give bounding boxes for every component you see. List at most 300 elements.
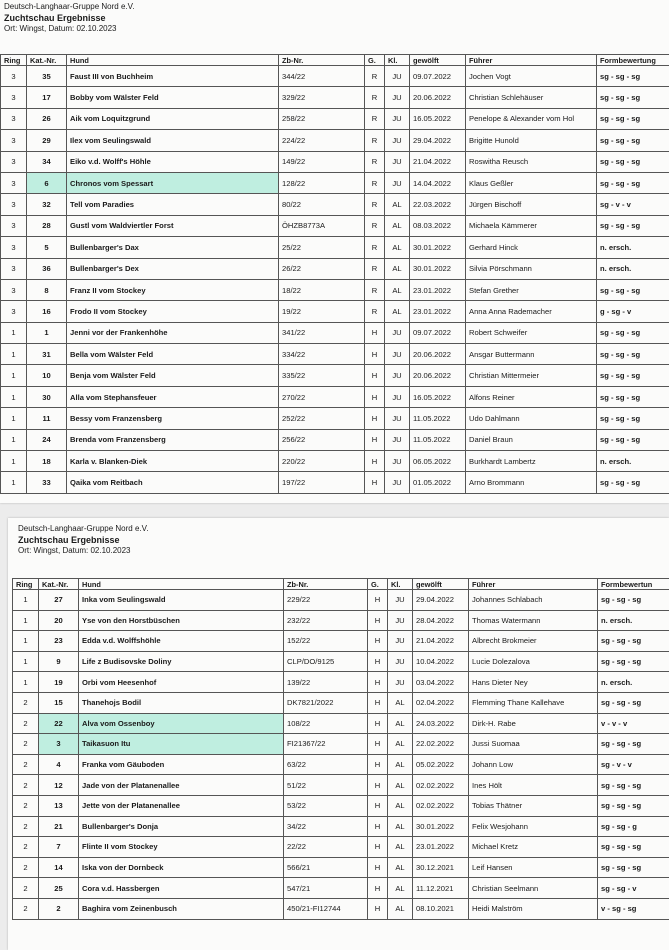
cell-handler: Leif Hansen xyxy=(469,857,598,878)
cell-studbook-number: 34/22 xyxy=(284,816,368,837)
table-header-row xyxy=(13,579,669,590)
cell-class: AL xyxy=(388,795,413,816)
cell-ring: 2 xyxy=(13,734,39,755)
cell-dog-name: Ilex vom Seulingswald xyxy=(67,130,279,151)
cell-handler: Christian Schlehäuser xyxy=(466,87,597,108)
results-sheet-2 xyxy=(8,518,669,950)
cell-dog-name: Eiko v.d. Wolff's Höhle xyxy=(67,151,279,172)
cell-dog-name: Gustl vom Waldviertler Forst xyxy=(67,215,279,236)
table-row xyxy=(1,408,669,429)
cell-handler: Heidi Malström xyxy=(469,898,598,919)
cell-sex: R xyxy=(365,194,385,215)
cell-cat-number: 4 xyxy=(39,754,79,775)
cell-handler: Christian Seelmann xyxy=(469,878,598,899)
cell-sex: H xyxy=(368,816,388,837)
cell-whelped: 30.12.2021 xyxy=(413,857,469,878)
cell-ring: 1 xyxy=(13,610,39,631)
cell-class: AL xyxy=(388,713,413,734)
cell-ring: 2 xyxy=(13,837,39,858)
cell-handler: Roswitha Reusch xyxy=(466,151,597,172)
cell-ring: 3 xyxy=(1,258,27,279)
cell-cat-number: 20 xyxy=(39,610,79,631)
cell-cat-number: 8 xyxy=(27,279,67,300)
cell-cat-number: 16 xyxy=(27,301,67,322)
cell-studbook-number: 258/22 xyxy=(279,108,365,129)
cell-cat-number: 35 xyxy=(27,66,67,87)
cell-cat-number: 13 xyxy=(39,795,79,816)
cell-studbook-number: 224/22 xyxy=(279,130,365,151)
cell-class: AL xyxy=(388,857,413,878)
cell-form-rating: sg - sg - sg xyxy=(598,775,669,796)
cell-sex: H xyxy=(365,451,385,472)
cell-class: AL xyxy=(385,301,410,322)
cell-whelped: 11.12.2021 xyxy=(413,878,469,899)
cell-cat-number: 7 xyxy=(39,837,79,858)
cell-studbook-number: 344/22 xyxy=(279,66,365,87)
cell-studbook-number: 25/22 xyxy=(279,237,365,258)
cell-dog-name: Alla vom Stephansfeuer xyxy=(67,386,279,407)
cell-studbook-number: CLP/DO/9125 xyxy=(284,651,368,672)
cell-sex: H xyxy=(368,898,388,919)
table-row xyxy=(1,194,669,215)
cell-handler: Jürgen Bischoff xyxy=(466,194,597,215)
cell-sex: H xyxy=(368,651,388,672)
table-row xyxy=(1,386,669,407)
cell-class: AL xyxy=(388,754,413,775)
cell-class: JU xyxy=(388,610,413,631)
cell-form-rating: sg - sg - sg xyxy=(598,837,669,858)
col-header-handler: Führer xyxy=(466,55,597,66)
cell-form-rating: n. ersch. xyxy=(597,451,669,472)
cell-whelped: 21.04.2022 xyxy=(410,151,466,172)
cell-dog-name: Chronos vom Spessart xyxy=(67,172,279,193)
cell-whelped: 01.05.2022 xyxy=(410,472,466,493)
cell-dog-name: Alva vom Ossenboy xyxy=(79,713,284,734)
cell-handler: Jochen Vogt xyxy=(466,66,597,87)
cell-ring: 3 xyxy=(1,66,27,87)
cell-cat-number: 12 xyxy=(39,775,79,796)
cell-form-rating: sg - sg - sg xyxy=(598,795,669,816)
cell-class: JU xyxy=(385,151,410,172)
cell-cat-number: 2 xyxy=(39,898,79,919)
table-row xyxy=(13,857,669,878)
cell-dog-name: Taikasuon Itu xyxy=(79,734,284,755)
cell-studbook-number: 108/22 xyxy=(284,713,368,734)
cell-cat-number: 22 xyxy=(39,713,79,734)
cell-cat-number: 29 xyxy=(27,130,67,151)
cell-whelped: 24.03.2022 xyxy=(413,713,469,734)
cell-class: JU xyxy=(388,590,413,611)
cell-handler: Hans Dieter Ney xyxy=(469,672,598,693)
club-name: Deutsch-Langhaar-Gruppe Nord e.V. xyxy=(4,2,135,11)
cell-sex: H xyxy=(368,775,388,796)
cell-handler: Brigitte Hunold xyxy=(466,130,597,151)
cell-whelped: 21.04.2022 xyxy=(413,631,469,652)
cell-studbook-number: 53/22 xyxy=(284,795,368,816)
cell-handler: Thomas Watermann xyxy=(469,610,598,631)
cell-cat-number: 14 xyxy=(39,857,79,878)
table-row xyxy=(1,215,669,236)
cell-class: AL xyxy=(385,279,410,300)
cell-form-rating: sg - v - v xyxy=(597,194,669,215)
cell-whelped: 03.04.2022 xyxy=(413,672,469,693)
cell-sex: H xyxy=(365,386,385,407)
cell-cat-number: 26 xyxy=(27,108,67,129)
results-table xyxy=(12,578,669,920)
col-header-cat-number: Kat.-Nr. xyxy=(39,579,79,590)
cell-form-rating: n. ersch. xyxy=(598,610,669,631)
cell-studbook-number: 18/22 xyxy=(279,279,365,300)
table-row xyxy=(13,898,669,919)
cell-form-rating: sg - v - v xyxy=(598,754,669,775)
cell-ring: 1 xyxy=(13,651,39,672)
cell-cat-number: 19 xyxy=(39,672,79,693)
cell-ring: 1 xyxy=(1,472,27,493)
cell-form-rating: sg - sg - sg xyxy=(597,108,669,129)
cell-class: AL xyxy=(388,692,413,713)
col-header-sex: G. xyxy=(365,55,385,66)
cell-ring: 2 xyxy=(13,795,39,816)
cell-whelped: 22.03.2022 xyxy=(410,194,466,215)
cell-whelped: 14.04.2022 xyxy=(410,172,466,193)
cell-whelped: 23.01.2022 xyxy=(413,837,469,858)
cell-ring: 2 xyxy=(13,878,39,899)
cell-sex: H xyxy=(368,734,388,755)
cell-handler: Gerhard Hinck xyxy=(466,237,597,258)
cell-cat-number: 32 xyxy=(27,194,67,215)
cell-sex: R xyxy=(365,172,385,193)
cell-dog-name: Frodo II vom Stockey xyxy=(67,301,279,322)
cell-whelped: 28.04.2022 xyxy=(413,610,469,631)
cell-cat-number: 17 xyxy=(27,87,67,108)
table-row xyxy=(1,130,669,151)
cell-studbook-number: ÖHZB8773A xyxy=(279,215,365,236)
cell-form-rating: sg - sg - sg xyxy=(598,631,669,652)
col-header-dog-name: Hund xyxy=(67,55,279,66)
cell-form-rating: sg - sg - sg xyxy=(597,87,669,108)
cell-studbook-number: 149/22 xyxy=(279,151,365,172)
cell-sex: H xyxy=(365,429,385,450)
cell-whelped: 11.05.2022 xyxy=(410,429,466,450)
cell-class: JU xyxy=(388,631,413,652)
cell-handler: Johannes Schlabach xyxy=(469,590,598,611)
cell-class: AL xyxy=(385,194,410,215)
cell-whelped: 02.02.2022 xyxy=(413,795,469,816)
cell-whelped: 08.03.2022 xyxy=(410,215,466,236)
cell-dog-name: Aik vom Loquitzgrund xyxy=(67,108,279,129)
cell-handler: Felix Wesjohann xyxy=(469,816,598,837)
cell-studbook-number: 22/22 xyxy=(284,837,368,858)
club-name: Deutsch-Langhaar-Gruppe Nord e.V. xyxy=(18,524,149,533)
table-row xyxy=(13,754,669,775)
cell-ring: 3 xyxy=(1,279,27,300)
cell-form-rating: sg - sg - v xyxy=(598,878,669,899)
cell-dog-name: Life z Budisovske Doliny xyxy=(79,651,284,672)
cell-cat-number: 3 xyxy=(39,734,79,755)
table-row xyxy=(1,66,669,87)
cell-ring: 3 xyxy=(1,108,27,129)
table-row xyxy=(1,279,669,300)
cell-studbook-number: 334/22 xyxy=(279,344,365,365)
cell-ring: 2 xyxy=(13,816,39,837)
cell-dog-name: Baghira vom Zeinenbusch xyxy=(79,898,284,919)
cell-class: JU xyxy=(385,130,410,151)
cell-studbook-number: 341/22 xyxy=(279,322,365,343)
cell-sex: R xyxy=(365,258,385,279)
cell-class: AL xyxy=(388,734,413,755)
cell-form-rating: sg - sg - sg xyxy=(598,590,669,611)
table-row xyxy=(1,172,669,193)
table-row xyxy=(13,775,669,796)
cell-studbook-number: 232/22 xyxy=(284,610,368,631)
cell-sex: H xyxy=(368,837,388,858)
cell-cat-number: 10 xyxy=(27,365,67,386)
cell-whelped: 16.05.2022 xyxy=(410,386,466,407)
cell-form-rating: sg - sg - sg xyxy=(597,130,669,151)
cell-dog-name: Tell vom Paradies xyxy=(67,194,279,215)
cell-cat-number: 34 xyxy=(27,151,67,172)
cell-studbook-number: 229/22 xyxy=(284,590,368,611)
cell-ring: 3 xyxy=(1,215,27,236)
results-table xyxy=(0,54,669,494)
table-row xyxy=(1,108,669,129)
cell-class: AL xyxy=(388,878,413,899)
col-header-class: Kl. xyxy=(388,579,413,590)
cell-class: AL xyxy=(385,258,410,279)
cell-sex: R xyxy=(365,151,385,172)
cell-form-rating: sg - sg - sg xyxy=(597,386,669,407)
cell-form-rating: sg - sg - sg xyxy=(597,472,669,493)
cell-sex: R xyxy=(365,279,385,300)
cell-whelped: 05.02.2022 xyxy=(413,754,469,775)
cell-class: JU xyxy=(385,108,410,129)
table-row xyxy=(13,651,669,672)
cell-studbook-number: 270/22 xyxy=(279,386,365,407)
table-row xyxy=(13,590,669,611)
cell-form-rating: sg - sg - sg xyxy=(597,215,669,236)
cell-handler: Daniel Braun xyxy=(466,429,597,450)
cell-handler: Johann Low xyxy=(469,754,598,775)
cell-dog-name: Jenni vor der Frankenhöhe xyxy=(67,322,279,343)
cell-sex: H xyxy=(368,754,388,775)
cell-form-rating: n. ersch. xyxy=(597,237,669,258)
cell-whelped: 10.04.2022 xyxy=(413,651,469,672)
cell-dog-name: Bullenbarger's Dex xyxy=(67,258,279,279)
cell-whelped: 22.02.2022 xyxy=(413,734,469,755)
cell-cat-number: 36 xyxy=(27,258,67,279)
cell-dog-name: Franz II vom Stockey xyxy=(67,279,279,300)
cell-cat-number: 33 xyxy=(27,472,67,493)
cell-cat-number: 21 xyxy=(39,816,79,837)
cell-ring: 1 xyxy=(1,408,27,429)
cell-cat-number: 15 xyxy=(39,692,79,713)
cell-sex: H xyxy=(365,408,385,429)
cell-form-rating: v - v - v xyxy=(598,713,669,734)
cell-studbook-number: 63/22 xyxy=(284,754,368,775)
cell-sex: H xyxy=(368,878,388,899)
cell-ring: 1 xyxy=(13,672,39,693)
cell-studbook-number: 80/22 xyxy=(279,194,365,215)
cell-dog-name: Bullenbarger's Dax xyxy=(67,237,279,258)
cell-dog-name: Edda v.d. Wolffshöhle xyxy=(79,631,284,652)
sheet-header xyxy=(18,524,148,556)
cell-cat-number: 24 xyxy=(27,429,67,450)
cell-form-rating: sg - sg - g xyxy=(598,816,669,837)
cell-ring: 1 xyxy=(13,631,39,652)
sheet-title: Zuchtschau Ergebnisse xyxy=(18,535,120,545)
table-row xyxy=(1,451,669,472)
cell-handler: Flemming Thane Kallehave xyxy=(469,692,598,713)
cell-dog-name: Yse von den Horstbüschen xyxy=(79,610,284,631)
cell-ring: 2 xyxy=(13,857,39,878)
cell-class: AL xyxy=(385,237,410,258)
table-row xyxy=(13,610,669,631)
cell-class: JU xyxy=(385,429,410,450)
cell-sex: H xyxy=(365,472,385,493)
cell-ring: 2 xyxy=(13,692,39,713)
cell-ring: 2 xyxy=(13,775,39,796)
cell-whelped: 16.05.2022 xyxy=(410,108,466,129)
cell-form-rating: sg - sg - sg xyxy=(597,322,669,343)
cell-class: AL xyxy=(385,215,410,236)
cell-form-rating: sg - sg - sg xyxy=(597,344,669,365)
col-header-studbook-number: Zb-Nr. xyxy=(284,579,368,590)
cell-cat-number: 9 xyxy=(39,651,79,672)
cell-handler: Albrecht Brokmeier xyxy=(469,631,598,652)
cell-dog-name: Bessy vom Franzensberg xyxy=(67,408,279,429)
cell-ring: 3 xyxy=(1,130,27,151)
cell-dog-name: Inka vom Seulingswald xyxy=(79,590,284,611)
cell-handler: Arno Brommann xyxy=(466,472,597,493)
cell-whelped: 02.04.2022 xyxy=(413,692,469,713)
cell-sex: H xyxy=(368,795,388,816)
table-row xyxy=(13,631,669,652)
table-row xyxy=(1,344,669,365)
cell-studbook-number: 19/22 xyxy=(279,301,365,322)
cell-dog-name: Orbi vom Heesenhof xyxy=(79,672,284,693)
cell-studbook-number: 51/22 xyxy=(284,775,368,796)
cell-dog-name: Jade von der Platanenallee xyxy=(79,775,284,796)
cell-handler: Michael Kretz xyxy=(469,837,598,858)
cell-dog-name: Bella vom Wälster Feld xyxy=(67,344,279,365)
cell-cat-number: 23 xyxy=(39,631,79,652)
cell-class: JU xyxy=(385,172,410,193)
cell-sex: H xyxy=(368,631,388,652)
cell-cat-number: 11 xyxy=(27,408,67,429)
cell-ring: 2 xyxy=(13,898,39,919)
place-date: Ort: Wingst, Datum: 02.10.2023 xyxy=(4,24,117,33)
cell-sex: H xyxy=(368,590,388,611)
col-header-sex: G. xyxy=(368,579,388,590)
cell-studbook-number: DK7821/2022 xyxy=(284,692,368,713)
cell-ring: 3 xyxy=(1,151,27,172)
cell-class: JU xyxy=(385,87,410,108)
cell-sex: R xyxy=(365,215,385,236)
cell-ring: 3 xyxy=(1,301,27,322)
cell-ring: 1 xyxy=(1,386,27,407)
cell-sex: R xyxy=(365,237,385,258)
col-header-whelped: gewölft xyxy=(413,579,469,590)
cell-whelped: 23.01.2022 xyxy=(410,279,466,300)
cell-ring: 1 xyxy=(1,365,27,386)
cell-cat-number: 30 xyxy=(27,386,67,407)
cell-cat-number: 28 xyxy=(27,215,67,236)
cell-class: JU xyxy=(388,672,413,693)
cell-dog-name: Qaika vom Reitbach xyxy=(67,472,279,493)
cell-form-rating: sg - sg - sg xyxy=(597,279,669,300)
cell-handler: Klaus Geßler xyxy=(466,172,597,193)
cell-sex: R xyxy=(365,66,385,87)
cell-sex: H xyxy=(365,322,385,343)
cell-handler: Lucie Dolezalova xyxy=(469,651,598,672)
cell-form-rating: sg - sg - sg xyxy=(598,651,669,672)
cell-form-rating: n. ersch. xyxy=(597,258,669,279)
col-header-studbook-number: Zb-Nr. xyxy=(279,55,365,66)
cell-studbook-number: 152/22 xyxy=(284,631,368,652)
cell-studbook-number: 252/22 xyxy=(279,408,365,429)
cell-class: JU xyxy=(385,451,410,472)
table-row xyxy=(1,151,669,172)
cell-dog-name: Flinte II vom Stockey xyxy=(79,837,284,858)
col-header-form-rating: Formbewertun xyxy=(598,579,669,590)
cell-whelped: 29.04.2022 xyxy=(410,130,466,151)
col-header-cat-number: Kat.-Nr. xyxy=(27,55,67,66)
table-row xyxy=(13,672,669,693)
cell-handler: Anna Anna Rademacher xyxy=(466,301,597,322)
table-row xyxy=(13,816,669,837)
cell-studbook-number: 220/22 xyxy=(279,451,365,472)
cell-studbook-number: 566/21 xyxy=(284,857,368,878)
cell-sex: H xyxy=(365,344,385,365)
cell-whelped: 29.04.2022 xyxy=(413,590,469,611)
table-row xyxy=(1,258,669,279)
cell-handler: Udo Dahlmann xyxy=(466,408,597,429)
table-row xyxy=(1,322,669,343)
cell-ring: 3 xyxy=(1,172,27,193)
table-row xyxy=(1,301,669,322)
cell-whelped: 20.06.2022 xyxy=(410,87,466,108)
table-row xyxy=(13,837,669,858)
cell-sex: H xyxy=(368,857,388,878)
cell-studbook-number: FI21367/22 xyxy=(284,734,368,755)
cell-sex: H xyxy=(365,365,385,386)
table-row xyxy=(1,87,669,108)
cell-ring: 3 xyxy=(1,237,27,258)
cell-dog-name: Benja vom Wälster Feld xyxy=(67,365,279,386)
cell-dog-name: Thanehojs Bodil xyxy=(79,692,284,713)
table-row xyxy=(1,237,669,258)
cell-class: JU xyxy=(385,344,410,365)
cell-whelped: 06.05.2022 xyxy=(410,451,466,472)
table-row xyxy=(13,692,669,713)
table-row xyxy=(1,365,669,386)
cell-cat-number: 6 xyxy=(27,172,67,193)
cell-handler: Jussi Suomaa xyxy=(469,734,598,755)
cell-class: JU xyxy=(385,66,410,87)
cell-form-rating: sg - sg - sg xyxy=(597,172,669,193)
table-row xyxy=(13,878,669,899)
cell-studbook-number: 335/22 xyxy=(279,365,365,386)
cell-dog-name: Iska von der Dornbeck xyxy=(79,857,284,878)
cell-sex: R xyxy=(365,87,385,108)
col-header-ring: Ring xyxy=(1,55,27,66)
table-row xyxy=(13,795,669,816)
cell-sex: R xyxy=(365,130,385,151)
cell-sex: R xyxy=(365,301,385,322)
col-header-handler: Führer xyxy=(469,579,598,590)
cell-whelped: 09.07.2022 xyxy=(410,322,466,343)
col-header-class: Kl. xyxy=(385,55,410,66)
